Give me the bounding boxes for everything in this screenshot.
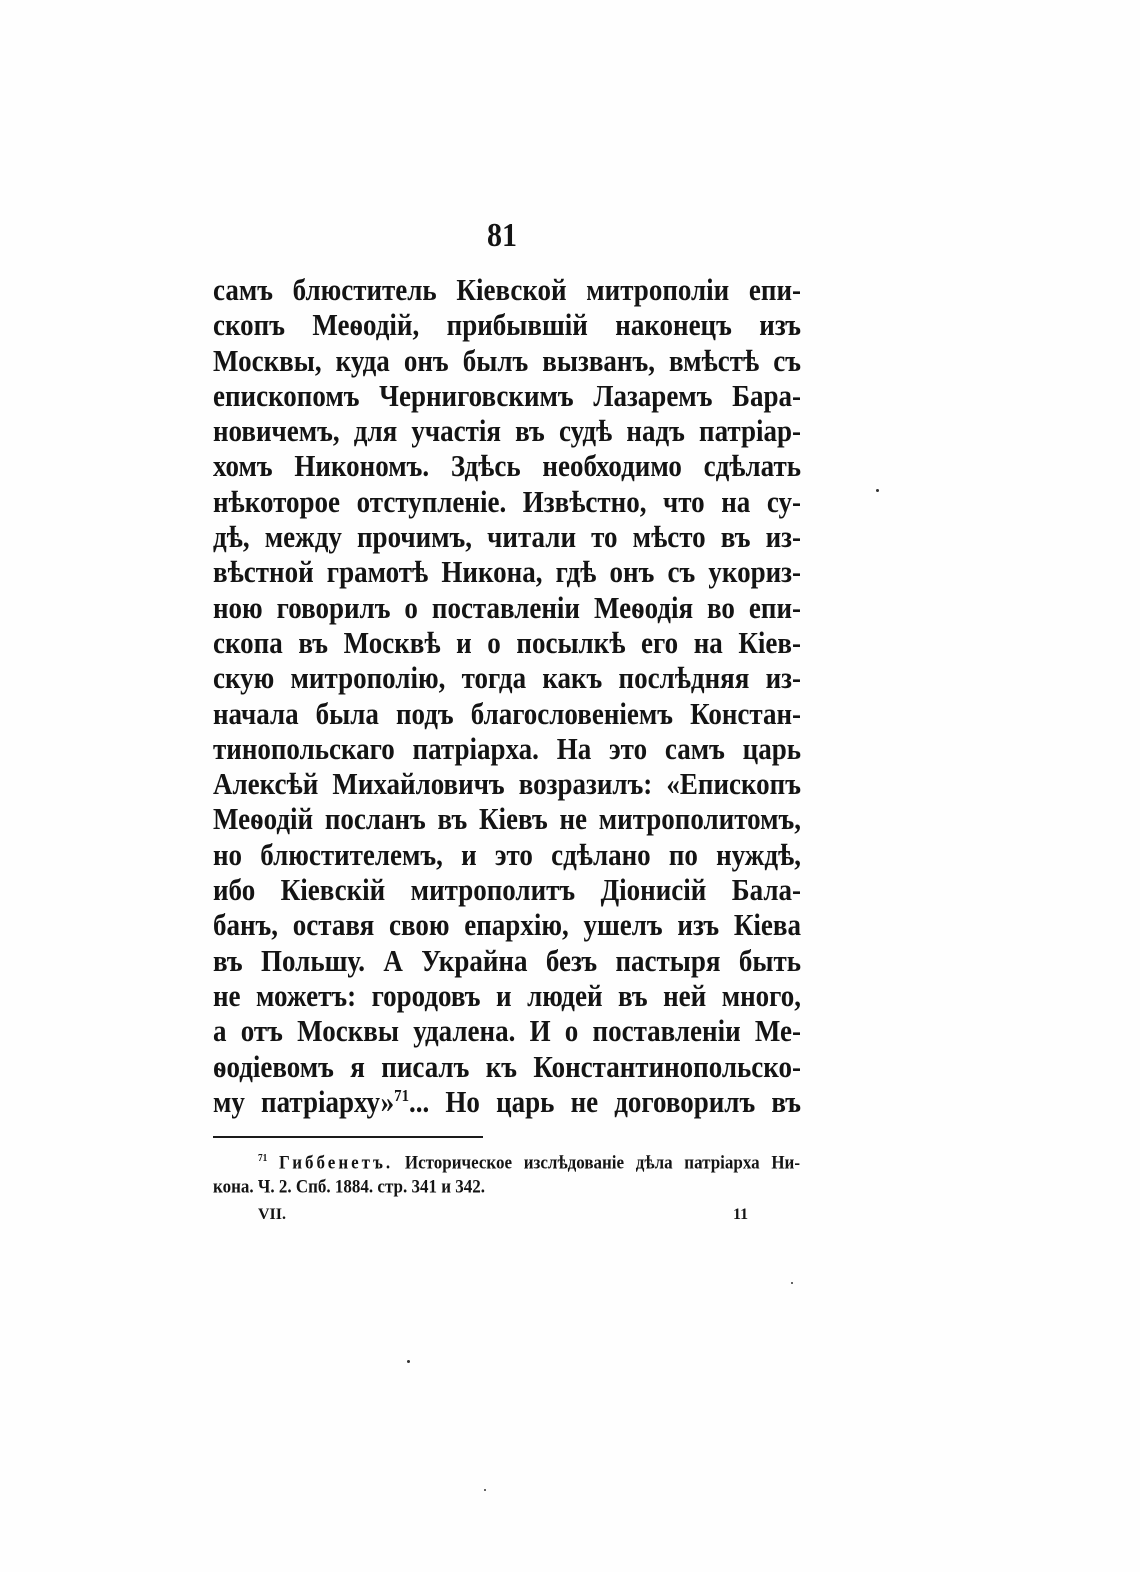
footnote-marker: 71 — [258, 1153, 268, 1165]
text-line: дѣ, между прочимъ, читали то мѣсто въ из- — [213, 519, 801, 555]
text-line: новичемъ, для участія въ судѣ надъ патріар- — [213, 413, 801, 449]
text-line: Меѳодій посланъ въ Кіевъ не митрополитомъ, — [213, 802, 801, 837]
text-line: самъ блюститель Кіевской митрополіи епи- — [213, 272, 801, 308]
body-text — [213, 273, 801, 1120]
text-line: нѣкоторое отступленіе. Извѣстно, что на су- — [213, 484, 801, 519]
last-text-line — [213, 1082, 801, 1122]
text-line: скую митрополію, тогда какъ послѣдняя из- — [213, 661, 801, 696]
footnote-reference: 71 — [394, 1086, 410, 1106]
text-line: банъ, оставя свою епархію, ушелъ изъ Кіева — [213, 908, 801, 943]
text-line: тинопольскаго патріарха. На это самъ царь — [213, 731, 801, 766]
sheet-number: 11 — [733, 1206, 749, 1223]
signature-mark: VII. — [258, 1206, 287, 1223]
scan-speck — [791, 1282, 793, 1284]
scan-speck — [876, 489, 879, 492]
text-line: вѣстной грамотѣ Никона, гдѣ онъ съ укориз- — [213, 555, 801, 590]
scan-speck — [484, 1489, 486, 1491]
text-line: начала была подъ благословеніемъ Констан- — [213, 696, 801, 731]
footnote-text: Историческое изслѣдованіе дѣла патріарха Ни- — [404, 1152, 800, 1173]
footnote-author: Гиббенетъ. — [279, 1152, 394, 1173]
text-line: епископомъ Черниговскимъ Лазаремъ Бара- — [213, 378, 801, 413]
text-line: Алексѣй Михайловичъ возразилъ: «Епископъ — [213, 766, 801, 802]
text-line: Москвы, куда онъ былъ вызванъ, вмѣстѣ съ — [213, 343, 801, 378]
page-number: 81 — [487, 216, 517, 254]
text-line: ною говорилъ о поставленіи Меѳодія во епи- — [213, 590, 801, 625]
text-line: хомъ Никономъ. Здѣсь необходимо сдѣлать — [213, 449, 801, 484]
text-line: скопа въ Москвѣ и о посылкѣ его на Кіев- — [213, 625, 801, 660]
text-line: ѳодіевомъ я писалъ къ Константинопольско- — [213, 1049, 801, 1084]
scan-speck — [407, 1360, 410, 1363]
text-line: не можетъ: городовъ и людей въ ней много, — [213, 978, 801, 1013]
text-line: а отъ Москвы удалена. И о поставленіи Ме- — [213, 1014, 801, 1049]
footnote-line-1 — [258, 1150, 800, 1176]
last-line-end: ... Но царь не договорилъ въ — [409, 1084, 801, 1119]
last-line-start: му патріарху» — [213, 1084, 395, 1119]
text-line: но блюстителемъ, и это сдѣлано по нуждѣ, — [213, 837, 801, 872]
text-line: въ Польшу. А Украйна безъ пастыря быть — [213, 943, 801, 978]
footnote-line-2: кона. Ч. 2. Спб. 1884. стр. 341 и 342. — [213, 1176, 486, 1197]
text-line: скопъ Меѳодій, прибывшій наконецъ изъ — [213, 308, 801, 343]
text-line: ибо Кіевскій митрополитъ Діонисій Бала- — [213, 872, 801, 908]
footnote-divider — [213, 1136, 483, 1138]
